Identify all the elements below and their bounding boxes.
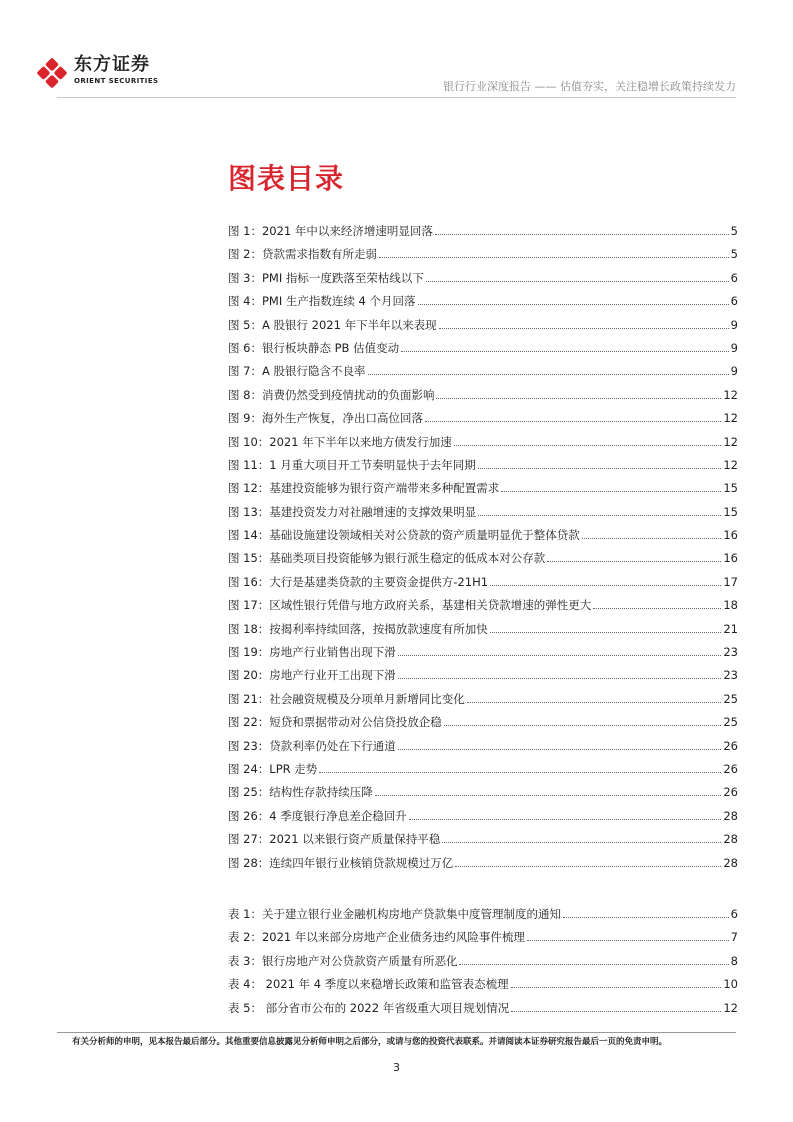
figure-toc-entry[interactable] — [228, 714, 738, 737]
toc-entry-label: 图 26：4 季度银行净息差企稳回升 — [228, 808, 407, 823]
figure-toc-entry[interactable] — [228, 691, 738, 714]
figure-toc-entry[interactable] — [228, 223, 738, 246]
dot-leader — [425, 420, 721, 422]
toc-entry-label: 图 17：区域性银行凭借与地方政府关系，基建相关贷款增速的弹性更大 — [228, 598, 592, 613]
toc-entry-label: 图 6：银行板块静态 PB 估值变动 — [228, 340, 400, 355]
page-title: 图表目录 — [228, 162, 345, 195]
toc-entry-page: 12 — [723, 411, 738, 426]
dot-leader — [511, 986, 722, 988]
toc-entry-label: 图 19：房地产行业销售出现下滑 — [228, 645, 396, 660]
company-logo — [36, 55, 176, 89]
toc-entry-label: 图 21：社会融资规模及分项单月新增同比变化 — [228, 691, 465, 706]
figure-toc-entry[interactable] — [228, 246, 738, 269]
toc-entry-label: 图 16：大行是基建类贷款的主要资金提供方-21H1 — [228, 574, 489, 589]
toc-entry-page: 26 — [723, 785, 738, 800]
dot-leader — [478, 467, 722, 469]
toc-entry-label: 表 5： 部分省市公布的 2022 年省级重大项目规划情况 — [228, 1000, 510, 1015]
figure-toc-entry[interactable] — [228, 667, 738, 690]
dot-leader — [398, 677, 722, 679]
toc-entry-page: 23 — [723, 668, 738, 683]
toc-entry-label: 图 24：LPR 走势 — [228, 761, 318, 776]
dot-leader — [490, 584, 721, 586]
toc-entry-page: 26 — [723, 761, 738, 776]
dot-leader — [490, 631, 722, 633]
figure-toc-entry[interactable] — [228, 574, 738, 597]
table-toc-entry[interactable] — [228, 1000, 738, 1023]
report-title: 银行行业深度报告 —— 估值夯实，关注稳增长政策持续发力 — [443, 80, 736, 93]
toc-entry-page: 28 — [723, 808, 738, 823]
toc-entry-label: 图 15：基础类项目投资能够为银行派生稳定的低成本对公存款 — [228, 551, 546, 566]
toc-entry-page: 12 — [723, 457, 738, 472]
page-number: 3 — [393, 1061, 400, 1074]
toc-entry-page: 15 — [723, 481, 738, 496]
figure-toc-entry[interactable] — [228, 761, 738, 784]
figure-toc-entry[interactable] — [228, 831, 738, 854]
table-toc-entry[interactable] — [228, 976, 738, 999]
toc-entry-label: 图 9：海外生产恢复，净出口高位回落 — [228, 411, 423, 426]
toc-entry-page: 16 — [723, 528, 738, 543]
figure-toc-entry[interactable] — [228, 434, 738, 457]
dot-leader — [418, 303, 729, 305]
dot-leader — [501, 490, 721, 492]
dot-leader — [527, 939, 729, 941]
toc-entry-label: 图 4：PMI 生产指数连续 4 个月回落 — [228, 294, 416, 309]
toc-entry-label: 图 7：A 股银行隐含不良率 — [228, 364, 366, 379]
toc-entry-page: 9 — [730, 317, 738, 332]
figure-toc-entry[interactable] — [228, 597, 738, 620]
logo-english-name: ORIENT SECURITIES — [74, 77, 159, 85]
table-toc-entry[interactable] — [228, 929, 738, 952]
figure-toc-entry[interactable] — [228, 270, 738, 293]
figure-toc-entry[interactable] — [228, 340, 738, 363]
dot-leader — [444, 724, 722, 726]
logo-chinese-name: 东方证券 — [74, 54, 150, 75]
figure-toc-entry[interactable] — [228, 480, 738, 503]
table-toc-entry[interactable] — [228, 953, 738, 976]
figure-toc-entry[interactable] — [228, 855, 738, 878]
toc-entry-label: 图 23：贷款利率仍处在下行通道 — [228, 738, 396, 753]
table-list — [228, 906, 738, 1023]
dot-leader — [368, 373, 729, 375]
dot-leader — [319, 771, 721, 773]
figure-toc-entry[interactable] — [228, 387, 738, 410]
toc-entry-label: 图 10：2021 年下半年以来地方债发行加速 — [228, 434, 452, 449]
dot-leader — [435, 233, 729, 235]
toc-entry-page: 12 — [723, 434, 738, 449]
toc-entry-page: 9 — [730, 340, 738, 355]
toc-entry-label: 图 8：消费仍然受到疫情扰动的负面影响 — [228, 387, 435, 402]
toc-entry-page: 6 — [730, 907, 738, 921]
figure-list — [228, 223, 738, 878]
dot-leader — [593, 607, 721, 609]
dot-leader — [426, 280, 729, 282]
toc-entry-label: 图 5：A 股银行 2021 年下半年以来表现 — [228, 317, 437, 332]
toc-entry-label: 表 2：2021 年以来部分房地产企业债务违约风险事件梳理 — [228, 930, 525, 945]
figure-toc-entry[interactable] — [228, 784, 738, 807]
toc-entry-page: 21 — [723, 621, 738, 636]
toc-entry-page: 5 — [730, 247, 738, 262]
dot-leader — [547, 560, 721, 562]
footer-divider — [57, 1032, 736, 1033]
toc-entry-label: 图 12：基建投资能够为银行资产端带来多种配置需求 — [228, 481, 500, 496]
dot-leader — [455, 865, 721, 867]
toc-entry-label: 图 18：按揭利率持续回落，按揭放款速度有所加快 — [228, 621, 488, 636]
dot-leader — [439, 327, 729, 329]
disclaimer-text: 有关分析师的申明，见本报告最后部分。其他重要信息披露见分析师申明之后部分，或请与您的投资代表联系。并请阅读本证券研究报告最后一页的免责申明。 — [72, 1037, 668, 1047]
figure-toc-entry[interactable] — [228, 410, 738, 433]
toc-entry-page: 28 — [723, 855, 738, 870]
toc-entry-page: 10 — [723, 977, 738, 992]
toc-entry-label: 图 2：贷款需求指数有所走弱 — [228, 247, 377, 262]
dot-leader — [409, 818, 722, 820]
toc-entry-label: 图 28：连续四年银行业核销贷款规模过万亿 — [228, 855, 454, 870]
figure-toc-entry[interactable] — [228, 293, 738, 316]
toc-entry-page: 18 — [723, 598, 738, 613]
toc-entry-page: 6 — [730, 294, 738, 309]
toc-entry-page: 23 — [723, 645, 738, 660]
dot-leader — [467, 701, 722, 703]
toc-entry-page: 25 — [723, 691, 738, 706]
dot-leader — [375, 794, 722, 796]
toc-entry-label: 图 22：短贷和票据带动对公信贷投放企稳 — [228, 715, 442, 730]
toc-entry-label: 图 27：2021 以来银行资产质量保持平稳 — [228, 832, 441, 847]
figure-toc-entry[interactable] — [228, 527, 738, 550]
dot-leader — [398, 654, 722, 656]
dot-leader — [563, 916, 729, 918]
toc-entry-page: 16 — [723, 551, 738, 566]
dot-leader — [478, 514, 721, 516]
toc-entry-label: 表 4： 2021 年 4 季度以来稳增长政策和监管表态梳理 — [228, 977, 509, 992]
dot-leader — [442, 841, 721, 843]
toc-entry-page: 17 — [723, 574, 738, 589]
toc-entry-page: 26 — [723, 738, 738, 753]
dot-leader — [459, 963, 728, 965]
toc-entry-label: 图 1：2021 年中以来经济增速明显回落 — [228, 224, 433, 238]
dot-leader — [436, 397, 721, 399]
dot-leader — [398, 748, 722, 750]
toc-entry-label: 表 3：银行房地产对公贷款资产质量有所恶化 — [228, 953, 458, 968]
figure-toc-entry[interactable] — [228, 363, 738, 386]
toc-entry-page: 6 — [730, 270, 738, 285]
toc-entry-page: 9 — [730, 364, 738, 379]
dot-leader — [582, 537, 722, 539]
toc-entry-page: 15 — [723, 504, 738, 519]
figure-toc-entry[interactable] — [228, 457, 738, 480]
toc-entry-page: 7 — [730, 930, 738, 945]
toc-entry-label: 图 13：基建投资发力对社融增速的支撑效果明显 — [228, 504, 477, 519]
toc-entry-page: 8 — [730, 953, 738, 968]
dot-leader — [401, 350, 729, 352]
figure-toc-entry[interactable] — [228, 550, 738, 573]
toc-entry-label: 图 3：PMI 指标一度跌落至荣枯线以下 — [228, 270, 424, 285]
toc-entry-label: 表 1：关于建立银行业金融机构房地产贷款集中度管理制度的通知 — [228, 907, 561, 921]
dot-leader — [511, 1010, 721, 1012]
toc-entry-page: 25 — [723, 715, 738, 730]
toc-entry-label: 图 14：基础设施建设领域相关对公贷款的资产质量明显优于整体贷款 — [228, 528, 580, 543]
dot-leader — [379, 256, 729, 258]
toc-entry-page: 12 — [723, 387, 738, 402]
toc-entry-label: 图 11：1 月重大项目开工节奏明显快于去年同期 — [228, 457, 476, 472]
toc-entry-page: 28 — [723, 832, 738, 847]
figure-toc-entry[interactable] — [228, 317, 738, 340]
orient-logo-icon — [36, 57, 68, 89]
figure-toc-entry[interactable] — [228, 738, 738, 761]
toc-entry-page: 5 — [730, 224, 738, 238]
figure-toc-entry[interactable] — [228, 644, 738, 667]
toc-entry-label: 图 25：结构性存款持续压降 — [228, 785, 373, 800]
figure-toc-entry[interactable] — [228, 504, 738, 527]
figure-toc-entry[interactable] — [228, 808, 738, 831]
toc-entry-page: 12 — [723, 1000, 738, 1015]
figure-toc-entry[interactable] — [228, 621, 738, 644]
toc-entry-label: 图 20：房地产行业开工出现下滑 — [228, 668, 396, 683]
dot-leader — [454, 444, 722, 446]
table-toc-entry[interactable] — [228, 906, 738, 929]
header-divider — [57, 97, 736, 98]
